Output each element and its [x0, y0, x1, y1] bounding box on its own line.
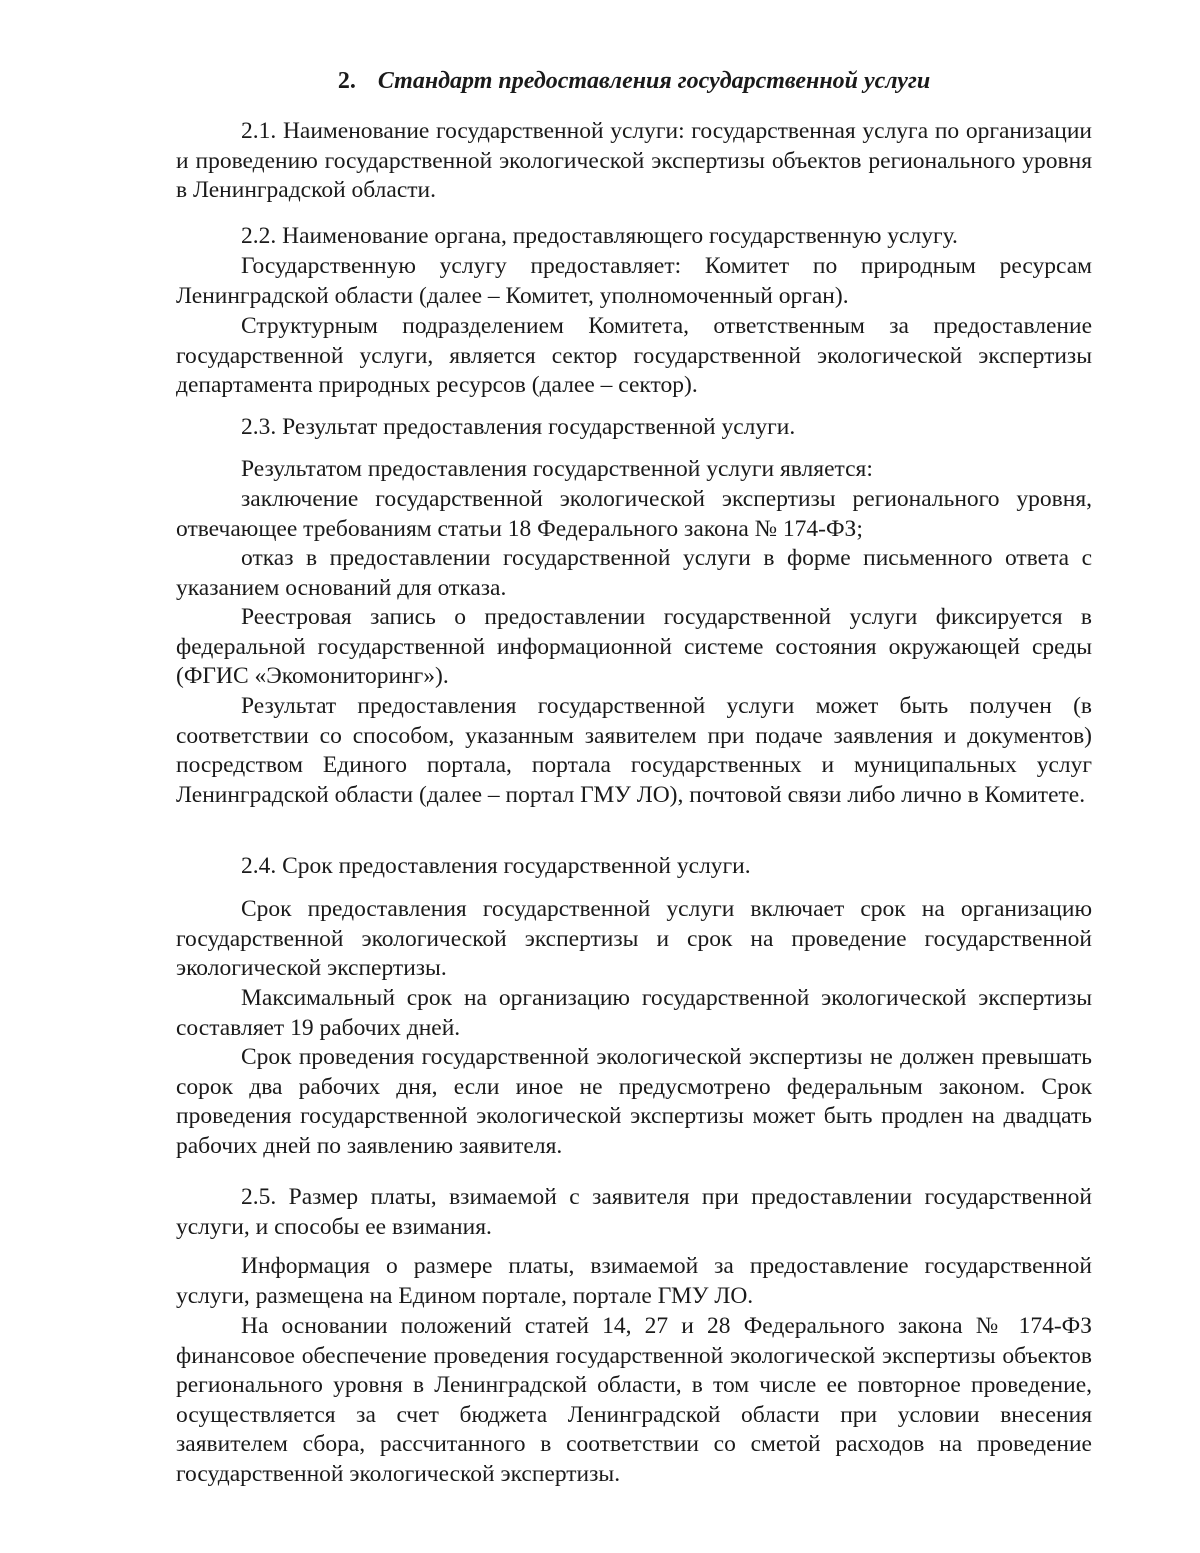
paragraph-department: Структурным подразделением Комитета, ответственным за предоставление государственной услуги, является сектор государственной экологической экспертизы департамента природных ресурсов (далее – сектор).	[176, 313, 1092, 399]
paragraph-result-refusal: отказ в предоставлении государственной услуги в форме письменного ответа с указанием оснований для отказа.	[176, 545, 1092, 601]
paragraph-result-delivery: Результат предоставления государственной услуги может быть получен (в соответствии со способом, указанным заявителем при подаче заявления и документов) посредством Единого портала, портала государственных и муниципальных услуг Ленинградской области (далее – портал ГМУ ЛО), почтовой связи либо лично в Комитете.	[176, 693, 1092, 808]
paragraph-term-composition: Срок предоставления государственной услуги включает срок на организацию государственной экологической экспертизы и срок на проведение государственной экологической экспертизы.	[176, 896, 1092, 982]
paragraph-2-3: 2.3. Результат предоставления государственной услуги.	[241, 414, 796, 440]
paragraph-result-conclusion: заключение государственной экологической экспертизы регионального уровня, отвечающее требованиям статьи 18 Федерального закона № 174-ФЗ;	[176, 486, 1092, 542]
paragraph-max-term: Максимальный срок на организацию государственной экологической экспертизы составляет 19 рабочих дней.	[176, 985, 1092, 1041]
paragraph-2-5: 2.5. Размер платы, взимаемой с заявителя при предоставлении государственной услуги, и способы ее взимания.	[176, 1184, 1092, 1240]
paragraph-expertise-term: Срок проведения государственной экологической экспертизы не должен превышать сорок два рабочих дня, если иное не предусмотрено федеральным законом. Срок проведения государственной экологической экспертизы может быть продлен на двадцать рабочих дней по заявлению заявителя.	[176, 1044, 1092, 1159]
paragraph-2-4: 2.4. Срок предоставления государственной услуги.	[241, 853, 751, 879]
section-heading	[176, 66, 1092, 96]
paragraph-provider: Государственную услугу предоставляет: Комитет по природным ресурсам Ленинградской области (далее – Комитет, уполномоченный орган).	[176, 253, 1092, 309]
paragraph-2-1: 2.1. Наименование государственной услуги: государственная услуга по организации и проведению государственной экологической экспертизы объектов регионального уровня в Ленинградской области.	[176, 118, 1092, 204]
paragraph-2-2: 2.2. Наименование органа, предоставляющего государственную услугу.	[241, 223, 958, 249]
paragraph-fee-info: Информация о размере платы, взимаемой за предоставление государственной услуги, размещена на Едином портале, портале ГМУ ЛО.	[176, 1253, 1092, 1309]
paragraph-registry: Реестровая запись о предоставлении государственной услуги фиксируется в федеральной государственной информационной системе состояния окружающей среды (ФГИС «Экомониторинг»).	[176, 604, 1092, 690]
paragraph-financing: На основании положений статей 14, 27 и 28 Федерального закона № 174-ФЗ финансовое обеспечение проведения государственной экологической экспертизы объектов регионального уровня в Ленинградской области, в том числе ее повторное проведение, осуществляется за счет бюджета Ленинградской области при условии внесения заявителем сбора, рассчитанного в соответствии со сметой расходов на проведение государственной экологической экспертизы.	[176, 1313, 1092, 1487]
section-number: 2.	[337, 68, 356, 94]
section-title: Стандарт предоставления государственной услуги	[377, 68, 931, 94]
paragraph-result-intro: Результатом предоставления государственной услуги является:	[241, 456, 873, 482]
